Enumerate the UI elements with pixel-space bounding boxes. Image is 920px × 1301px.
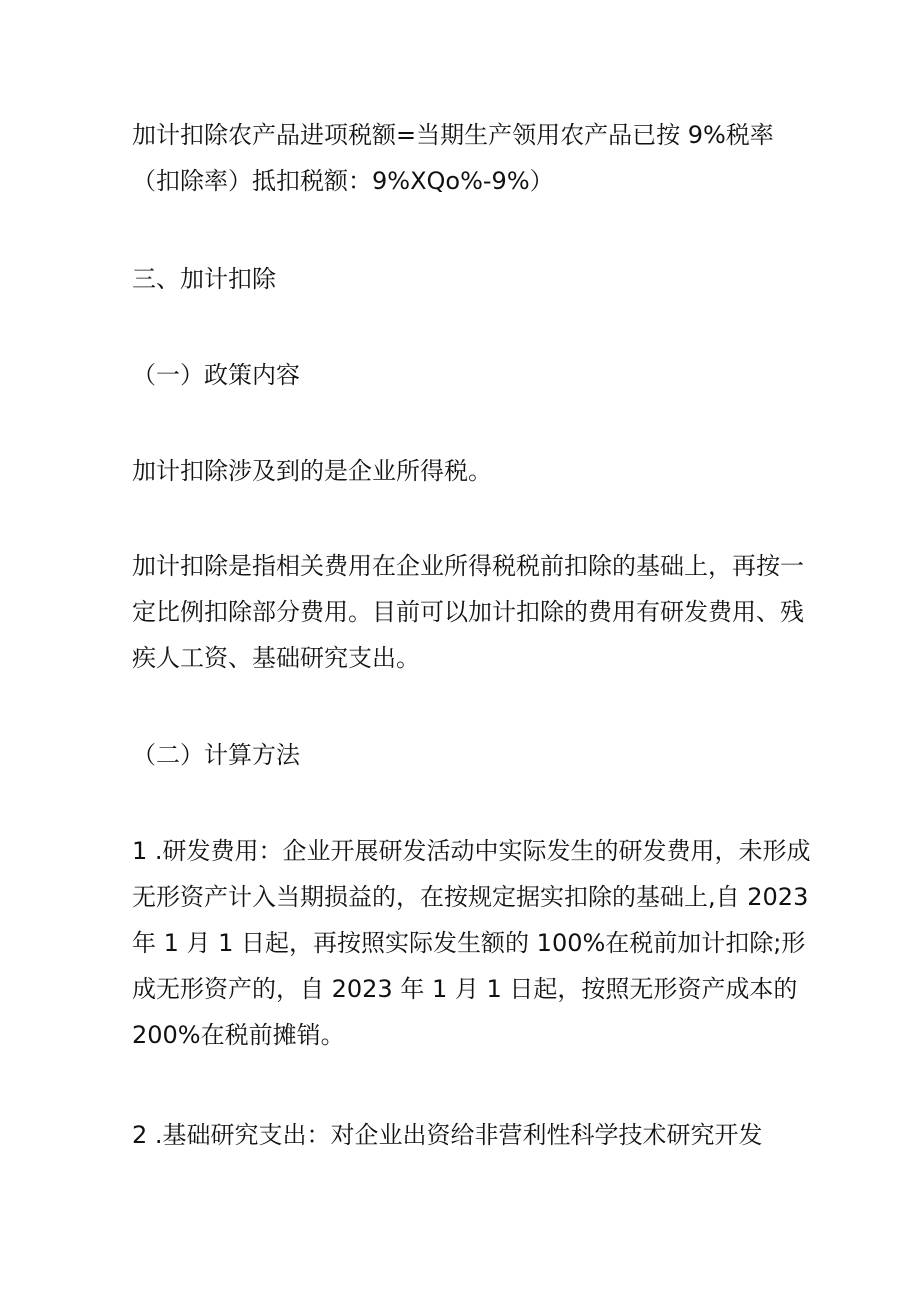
list-item-1-line-5: 200%在税前摊销。: [132, 1021, 345, 1049]
list-item-2: [132, 1112, 792, 1158]
formula-line-2: （扣除率）抵扣税额：9%XQo%-9%）: [132, 167, 554, 195]
subsection-1-heading: [132, 352, 792, 398]
section-3-title: 三、加计扣除: [132, 265, 276, 293]
policy-paragraph-1-line-1: 加计扣除涉及到的是企业所得税。: [132, 457, 492, 485]
subsection-1-title: （一）政策内容: [132, 361, 300, 389]
list-item-2-line-1: 2 .基础研究支出：对企业出资给非营利性科学技术研究开发: [132, 1121, 763, 1149]
policy-paragraph-2-line-3: 疾人工资、基础研究支出。: [132, 644, 420, 672]
subsection-2-title: （二）计算方法: [132, 741, 300, 769]
list-item-1-line-3: 年 1 月 1 日起，再按照实际发生额的 100%在税前加计扣除;形: [132, 929, 806, 957]
formula-paragraph: [132, 112, 792, 204]
list-item-1-line-4: 成无形资产的，自 2023 年 1 月 1 日起，按照无形资产成本的: [132, 975, 798, 1003]
policy-paragraph-2: [132, 543, 804, 681]
policy-paragraph-1: [132, 448, 792, 494]
list-item-1: [132, 828, 811, 1058]
policy-paragraph-2-line-1: 加计扣除是指相关费用在企业所得税税前扣除的基础上，再按一: [132, 552, 804, 580]
list-item-1-line-2: 无形资产计入当期损益的，在按规定据实扣除的基础上,自 2023: [132, 883, 809, 911]
formula-line-1: 加计扣除农产品进项税额=当期生产领用农产品已按 9%税率: [132, 121, 774, 149]
policy-paragraph-2-line-2: 定比例扣除部分费用。目前可以加计扣除的费用有研发费用、残: [132, 598, 804, 626]
list-item-1-line-1: 1 .研发费用：企业开展研发活动中实际发生的研发费用，未形成: [132, 837, 811, 865]
section-3-heading: [132, 256, 792, 302]
subsection-2-heading: [132, 732, 792, 778]
